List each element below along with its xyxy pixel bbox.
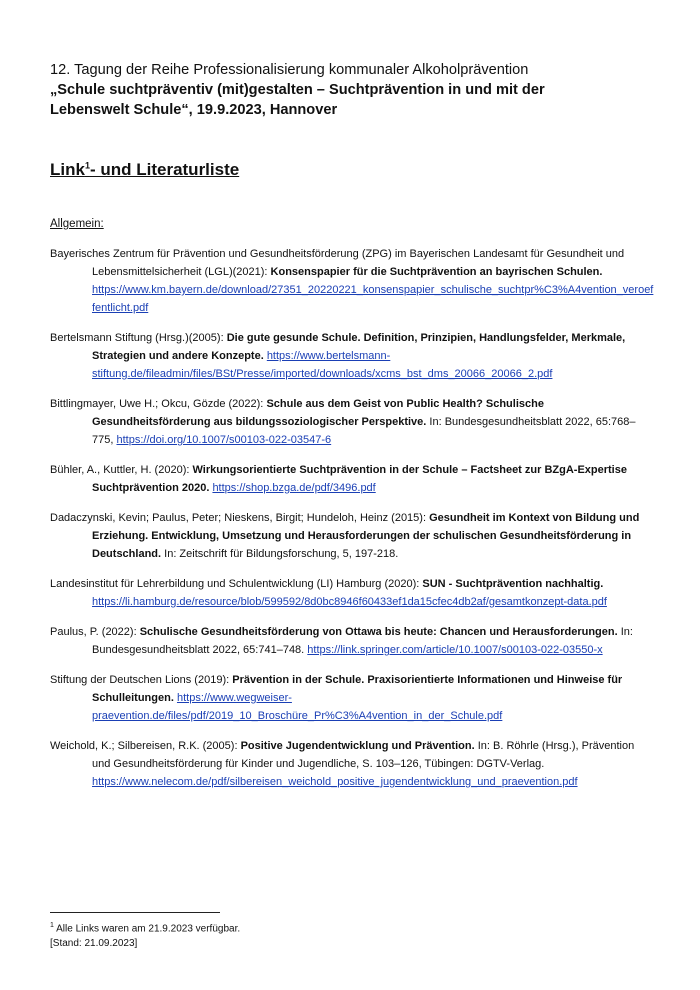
reference-source: In: B. Röhrle (Hrsg.), Prävention und Gesundheitsförderung für Kinder und Jugendliche, S. 103–126, Tübingen: DGTV-Verlag. (92, 740, 635, 770)
reference-list (50, 245, 655, 803)
reference-link[interactable]: https://link.springer.com/article/10.1007/s00103-022-03550-x (307, 644, 603, 656)
reference-authors: Bühler, A., Kuttler, H. (2020): (50, 464, 190, 476)
reference-authors: Weichold, K.; Silbereisen, R.K. (2005): (50, 740, 238, 752)
reference-title: Schule aus dem Geist von Public Health? Schulische Gesundheitsförderung aus bildungssoziologischer Perspektive. (92, 398, 544, 428)
footnote-mark: 1 (50, 922, 54, 929)
reference-entry (50, 623, 655, 659)
reference-source: In: Zeitschrift für Bildungsforschung, 5, 197-218. (164, 548, 399, 560)
footnote-text: Alle Links waren am 21.9.2023 verfügbar. (56, 923, 241, 935)
footnote (50, 918, 240, 951)
header-date-line: Lebenswelt Schule“, 19.9.2023, Hannover (50, 102, 338, 118)
reference-title: Schulische Gesundheitsförderung von Ottawa bis heute: Chancen und Herausforderungen. (139, 626, 618, 638)
reference-entry (50, 395, 655, 449)
reference-title: Wirkungsorientierte Suchtprävention in der Schule – Factsheet zur BZgA-Expertise Suchtprävention 2020. (92, 464, 627, 494)
reference-source: In: Bundesgesundheitsblatt 2022, 65:741–748. (92, 626, 633, 656)
reference-entry (50, 737, 655, 791)
reference-source: In: Bundesgesundheitsblatt 2022, 65:768–775, (92, 416, 636, 446)
reference-title: Positive Jugendentwicklung und Prävention. (240, 740, 475, 752)
reference-title: Die gute gesunde Schule. Definition, Prinzipien, Handlungsfelder, Merkmale, Strategien und andere Konzepte. (92, 332, 626, 362)
reference-authors: Bittlingmayer, Uwe H.; Okcu, Gözde (2022): (50, 398, 264, 410)
reference-link[interactable]: https://www.nelecom.de/pdf/silbereisen_weichold_positive_jugendentwicklung_und_praevention.pdf (92, 776, 578, 788)
reference-link[interactable]: https://doi.org/10.1007/s00103-022-03547-6 (116, 434, 332, 446)
reference-authors: Dadaczynski, Kevin; Paulus, Peter; Nieskens, Birgit; Hundeloh, Heinz (2015): (50, 512, 427, 524)
header-event-line: 12. Tagung der Reihe Professionalisierung kommunaler Alkoholprävention (50, 62, 529, 78)
reference-entry (50, 671, 655, 725)
reference-entry (50, 509, 655, 563)
reference-entry (50, 575, 655, 611)
reference-authors: Paulus, P. (2022): (50, 626, 137, 638)
footnote-reference[interactable]: 1 (84, 160, 90, 171)
list-title-text-rest: - und Literaturliste (89, 160, 240, 179)
reference-title: Konsenspapier für die Suchtprävention an bayrischen Schulen. (270, 266, 603, 278)
reference-link[interactable]: https://www.bertelsmann-stiftung.de/fileadmin/files/BSt/Presse/imported/downloads/xcms_bst_dms_20066_20066_2.pdf (92, 350, 553, 380)
reference-authors: Bertelsmann Stiftung (Hrsg.)(2005): (50, 332, 224, 344)
reference-authors: Landesinstitut für Lehrerbildung und Schulentwicklung (LI) Hamburg (2020): (50, 578, 420, 590)
reference-title: Prävention in der Schule. Praxisorientierte Informationen und Hinweise für Schulleitungen. (92, 674, 623, 704)
header-title-line: „Schule suchtpräventiv (mit)gestalten – Suchtprävention in und mit der (50, 82, 545, 98)
footnote-divider (50, 912, 220, 913)
document-header (50, 60, 670, 120)
reference-link[interactable]: https://shop.bzga.de/pdf/3496.pdf (212, 482, 376, 494)
list-title (50, 160, 239, 180)
reference-link[interactable]: https://li.hamburg.de/resource/blob/599592/8d0bc8946f60433ef1da15cfec4db2af/gesamtkonzept-data.pdf (92, 596, 607, 608)
reference-entry (50, 245, 655, 317)
reference-title: SUN - Suchtprävention nachhaltig. (422, 578, 604, 590)
section-heading: Allgemein: (50, 218, 104, 230)
reference-link[interactable]: https://www.wegweiser-praevention.de/files/pdf/2019_10_Broschüre_Pr%C3%A4vention_in_der_Schule.pdf (92, 692, 503, 722)
list-title-text: Link (50, 160, 85, 179)
footnote-text-line (50, 918, 240, 936)
reference-title: Gesundheit im Kontext von Bildung und Erziehung. Entwicklung, Umsetzung und Herausforderungen der schulischen Gesundheitsförderung in Deutschland. (92, 512, 640, 560)
reference-entry (50, 461, 655, 497)
reference-authors: Stiftung der Deutschen Lions (2019): (50, 674, 230, 686)
reference-link[interactable]: https://www.km.bayern.de/download/27351_20220221_konsenspapier_schulische_suchtpr%C3%A4vention_veroeffentlicht.pdf (92, 284, 654, 314)
reference-entry (50, 329, 655, 383)
footnote-stand: [Stand: 21.09.2023] (50, 938, 138, 950)
reference-authors: Bayerisches Zentrum für Prävention und Gesundheitsförderung (ZPG) im Bayerischen Landesamt für Gesundheit und Lebensmittelsicherheit (LGL)(2021): (50, 248, 625, 278)
